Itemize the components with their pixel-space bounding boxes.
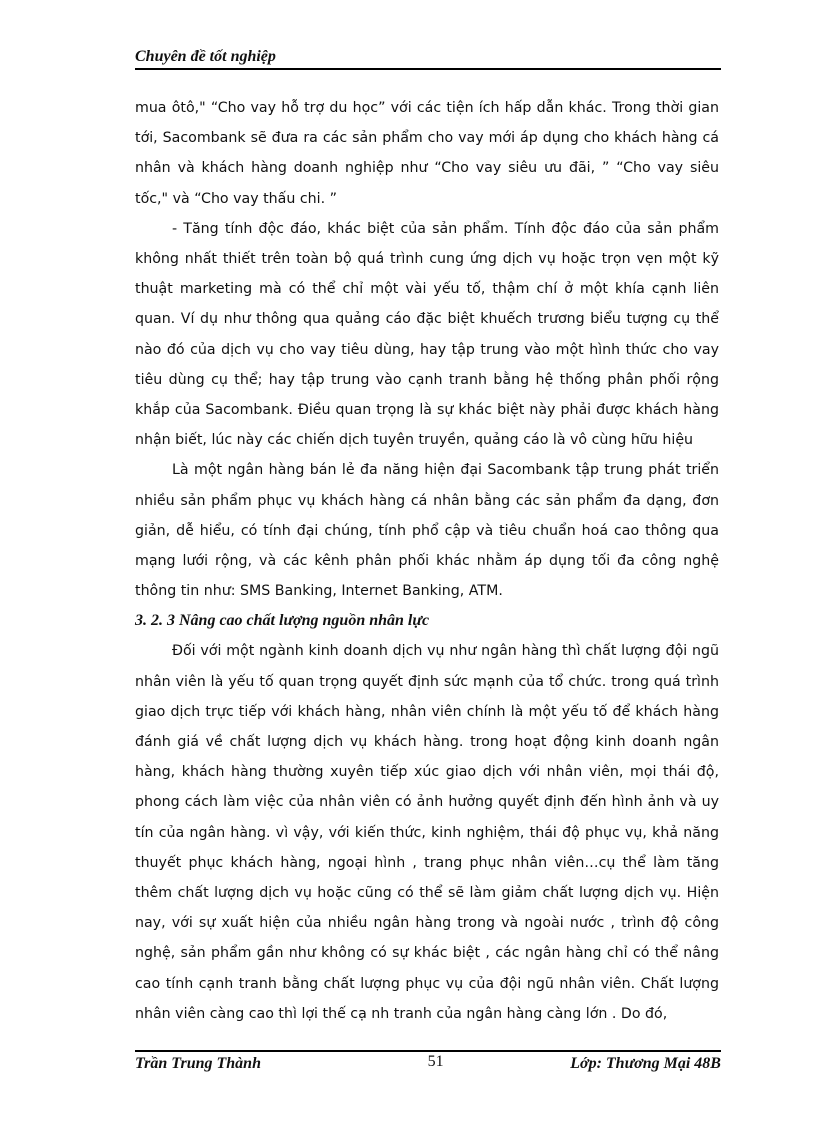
paragraph-intro: mua ôtô," “Cho vay hỗ trợ du học” với các tiện ích hấp dẫn khác. Trong thời gian tới, Sacombank sẽ đưa ra các sản phẩm cho vay mới áp dụng cho khách hàng cá nhân và khách hàng doanh nghiệp như “Cho vay siêu ưu đãi, ” “Cho vay siêu tốc," và “Cho vay thấu chi. ” bbox=[135, 100, 719, 207]
section-heading: 3. 2. 3 Nâng cao chất lượng nguồn nhân lực bbox=[135, 612, 430, 630]
page-number: 51 bbox=[427, 1053, 444, 1070]
footer-author: Trần Trung Thành bbox=[135, 1055, 261, 1072]
footer-class: Lớp: Thương Mại 48B bbox=[570, 1055, 721, 1072]
page-footer bbox=[135, 1050, 721, 1073]
paragraph-retail-bank: Là một ngân hàng bán lẻ đa năng hiện đại Sacombank tập trung phát triển nhiều sản phẩm phục vụ khách hàng cá nhân bằng các sản phẩm đa dạng, đơn giản, dễ hiểu, có tính đại chúng, tính phổ cập và tiêu chuẩn hoá cao thông qua mạng lưới rộng, và các kênh phân phối khác nhằm áp dụng tối đa công nghệ thông tin như: SMS Banking, Internet Banking, ATM. bbox=[135, 462, 719, 600]
paragraph-uniqueness: - Tăng tính độc đáo, khác biệt của sản phẩm. Tính độc đáo của sản phẩm không nhất thiết trên toàn bộ quá trình cung ứng dịch vụ hoặc trọn vẹn một kỹ thuật marketing mà có thể chỉ một vài yếu tố, thậm chí ở một khía cạnh liên quan. Ví dụ như thông qua quảng cáo đặc biệt khuếch trương biểu tượng cụ thể nào đó của dịch vụ cho vay tiêu dùng, hay tập trung vào một hình thức cho vay tiêu dùng cụ thể; hay tập trung vào cạnh tranh bằng hệ thống phân phối rộng khắp của Sacombank. Điều quan trọng là sự khác biệt này phải được khách hàng nhận biết, lúc này các chiến dịch tuyên truyền, quảng cáo là vô cùng hữu hiệu bbox=[135, 220, 719, 449]
header-title: Chuyên đề tốt nghiệp bbox=[135, 48, 276, 65]
page-header bbox=[135, 48, 721, 70]
document-body bbox=[135, 93, 719, 1029]
paragraph-human-resources: Đối với một ngành kinh doanh dịch vụ như ngân hàng thì chất lượng đội ngũ nhân viên là yếu tố quan trọng quyết định sức mạnh của tổ chức. trong quá trình giao dịch trực tiếp với khách hàng, nhân viên chính là một yếu tố để khách hàng đánh giá về chất lượng dịch vụ khách hàng. trong hoạt động kinh doanh ngân hàng, khách hàng thường xuyên tiếp xúc giao dịch với nhân viên, mọi thái độ, phong cách làm việc của nhân viên có ảnh hưởng quyết định đến hình ảnh và uy tín của ngân hàng. vì vậy, với kiến thức, kinh nghiệm, thái độ phục vụ, khả năng thuyết phục khách hàng, ngoại hình , trang phục nhân viên…cụ thể làm tăng thêm chất lượng dịch vụ hoặc cũng có thể sẽ làm giảm chất lượng dịch vụ. Hiện nay, với sự xuất hiện của nhiều ngân hàng trong và ngoài nước , trình độ công nghệ, sản phẩm gần như không có sự khác biệt , các ngân hàng chỉ có thể nâng cao tính cạnh tranh bằng chất lượng phục vụ của đội ngũ nhân viên. Chất lượng nhân viên càng cao thì lợi thế cạ nh tranh của ngân hàng càng lớn . Do đó, bbox=[135, 643, 719, 1022]
